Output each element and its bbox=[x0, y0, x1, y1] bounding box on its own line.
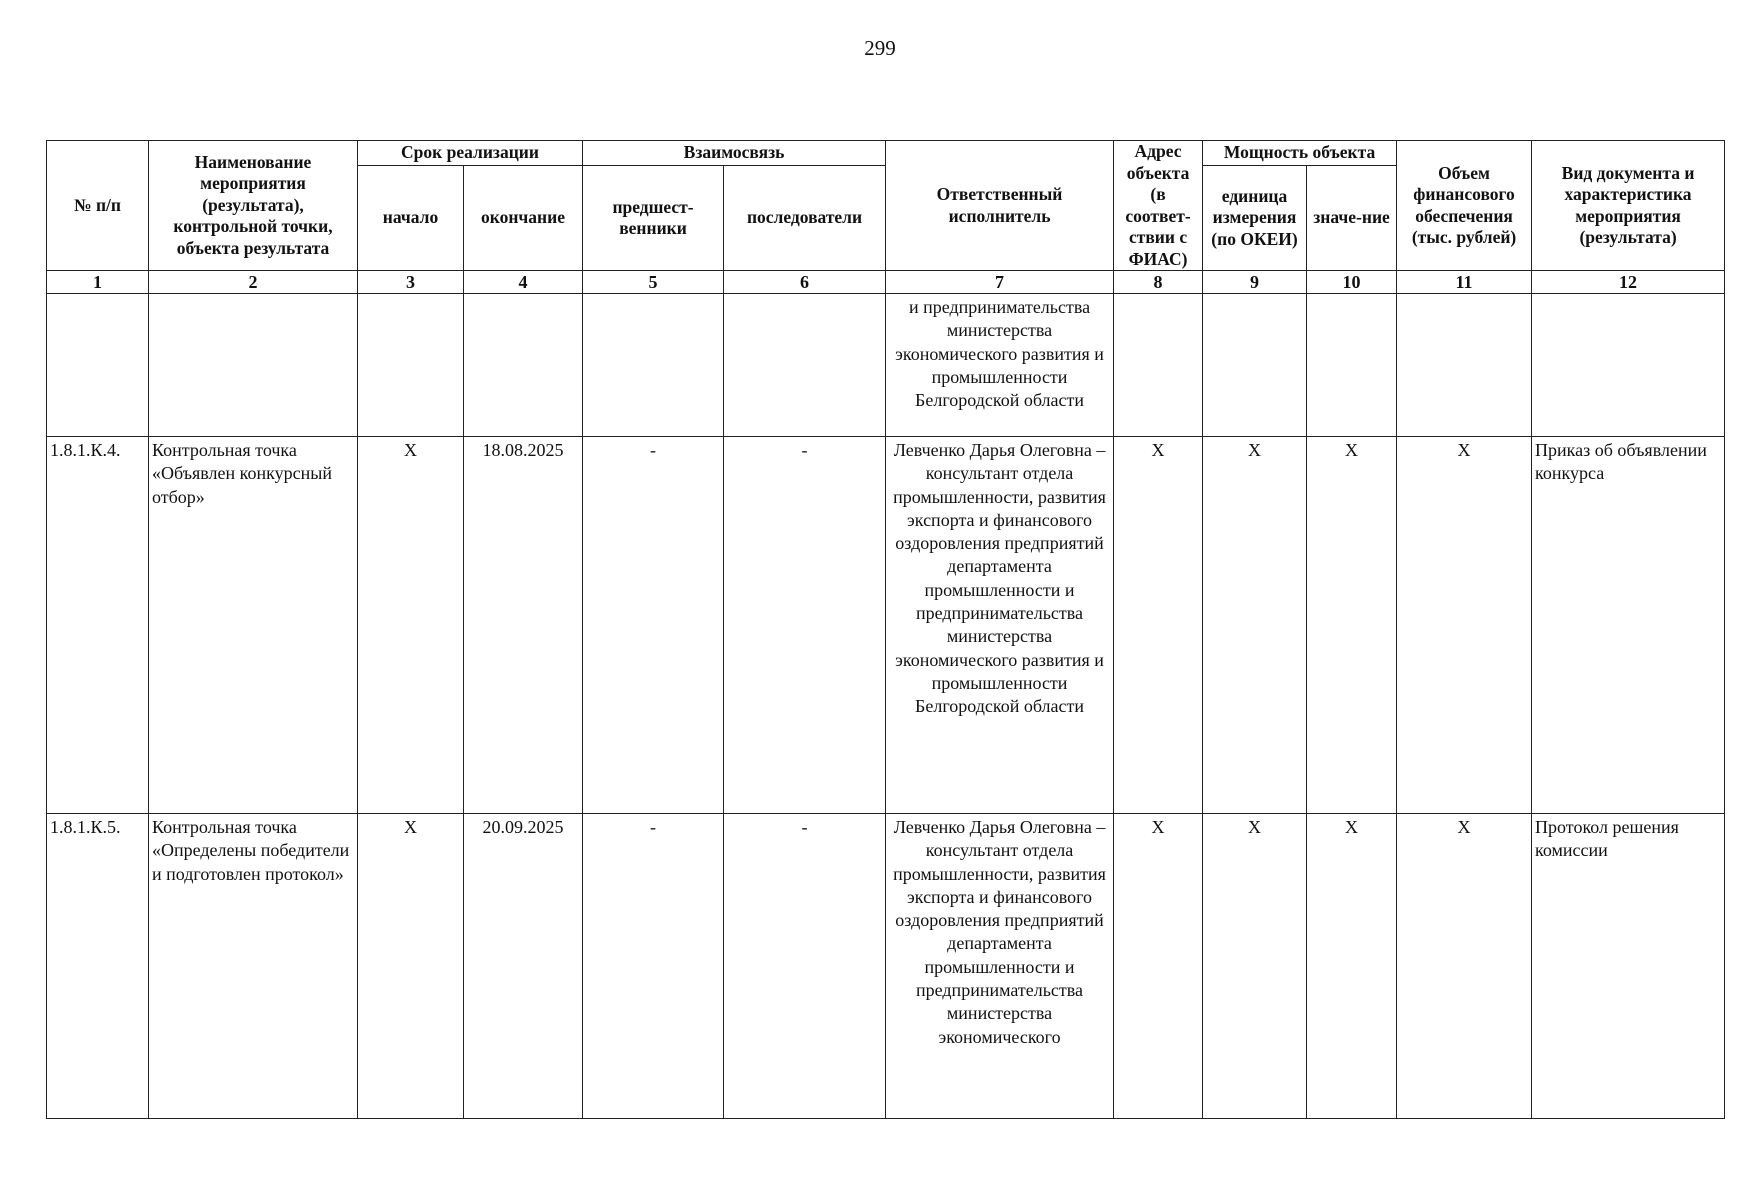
column-number-row bbox=[47, 271, 1725, 294]
cell-value: X bbox=[1307, 814, 1397, 1119]
cell-successors: - bbox=[724, 814, 886, 1119]
column-number: 3 bbox=[358, 271, 464, 294]
header-value: значе-ние bbox=[1307, 166, 1397, 271]
cell-start: X bbox=[358, 814, 464, 1119]
header-name: Наименование мероприятия (результата), контрольной точки, объекта результата bbox=[149, 141, 358, 271]
cell-finance bbox=[1397, 294, 1532, 437]
column-number: 11 bbox=[1397, 271, 1532, 294]
cell-start bbox=[358, 294, 464, 437]
column-number: 5 bbox=[583, 271, 724, 294]
column-number: 12 bbox=[1532, 271, 1725, 294]
header-num: № п/п bbox=[47, 141, 149, 271]
header-relation: Взаимосвязь bbox=[583, 141, 886, 166]
event-plan-table bbox=[46, 140, 1725, 1119]
cell-end: 20.09.2025 bbox=[464, 814, 583, 1119]
cell-responsible: и предпринимательства министерства экономического развития и промышленности Белгородской области bbox=[886, 294, 1114, 437]
cell-successors: - bbox=[724, 437, 886, 814]
header-period: Срок реализации bbox=[358, 141, 583, 166]
cell-name: Контрольная точка «Определены победители и подготовлен протокол» bbox=[149, 814, 358, 1119]
header-doc-type: Вид документа и характеристика мероприятия (результата) bbox=[1532, 141, 1725, 271]
cell-finance: X bbox=[1397, 437, 1532, 814]
cell-doc: Приказ об объявлении конкурса bbox=[1532, 437, 1725, 814]
cell-doc: Протокол решения комиссии bbox=[1532, 814, 1725, 1119]
cell-responsible: Левченко Дарья Олеговна – консультант отдела промышленности, развития экспорта и финансового оздоровления предприятий департамента промышленности и предпринимательства министерства экономического bbox=[886, 814, 1114, 1119]
cell-value: X bbox=[1307, 437, 1397, 814]
cell-predecessors bbox=[583, 294, 724, 437]
header-end: окончание bbox=[464, 166, 583, 271]
cell-start: X bbox=[358, 437, 464, 814]
cell-address: X bbox=[1114, 814, 1203, 1119]
table-row bbox=[47, 814, 1725, 1119]
cell-predecessors: - bbox=[583, 814, 724, 1119]
header-address: Адрес объекта (в соответ-ствии с ФИАС) bbox=[1114, 141, 1203, 271]
cell-num: 1.8.1.К.4. bbox=[47, 437, 149, 814]
cell-address: X bbox=[1114, 437, 1203, 814]
page-number: 299 bbox=[864, 36, 896, 60]
cell-address bbox=[1114, 294, 1203, 437]
column-number: 9 bbox=[1203, 271, 1307, 294]
cell-doc bbox=[1532, 294, 1725, 437]
header-row bbox=[47, 141, 1725, 166]
cell-end bbox=[464, 294, 583, 437]
cell-value bbox=[1307, 294, 1397, 437]
column-number: 10 bbox=[1307, 271, 1397, 294]
cell-num: 1.8.1.К.5. bbox=[47, 814, 149, 1119]
cell-predecessors: - bbox=[583, 437, 724, 814]
cell-responsible: Левченко Дарья Олеговна – консультант отдела промышленности, развития экспорта и финансового оздоровления предприятий департамента промышленности и предпринимательства министерства экономического развития и промышленности Белгородской области bbox=[886, 437, 1114, 814]
cell-finance: X bbox=[1397, 814, 1532, 1119]
cell-unit: X bbox=[1203, 814, 1307, 1119]
table-row bbox=[47, 437, 1725, 814]
header-successors: последователи bbox=[724, 166, 886, 271]
header-unit: единица измерения (по ОКЕИ) bbox=[1203, 166, 1307, 271]
table-row bbox=[47, 294, 1725, 437]
cell-unit: X bbox=[1203, 437, 1307, 814]
header-capacity: Мощность объекта bbox=[1203, 141, 1397, 166]
column-number: 6 bbox=[724, 271, 886, 294]
header-start: начало bbox=[358, 166, 464, 271]
column-number: 1 bbox=[47, 271, 149, 294]
cell-unit bbox=[1203, 294, 1307, 437]
column-number: 2 bbox=[149, 271, 358, 294]
cell-name: Контрольная точка «Объявлен конкурсный отбор» bbox=[149, 437, 358, 814]
header-predecessors: предшест-венники bbox=[583, 166, 724, 271]
column-number: 4 bbox=[464, 271, 583, 294]
header-finance: Объем финансового обеспечения (тыс. рублей) bbox=[1397, 141, 1532, 271]
cell-num bbox=[47, 294, 149, 437]
cell-successors bbox=[724, 294, 886, 437]
cell-end: 18.08.2025 bbox=[464, 437, 583, 814]
column-number: 8 bbox=[1114, 271, 1203, 294]
header-responsible: Ответственный исполнитель bbox=[886, 141, 1114, 271]
column-number: 7 bbox=[886, 271, 1114, 294]
cell-name bbox=[149, 294, 358, 437]
